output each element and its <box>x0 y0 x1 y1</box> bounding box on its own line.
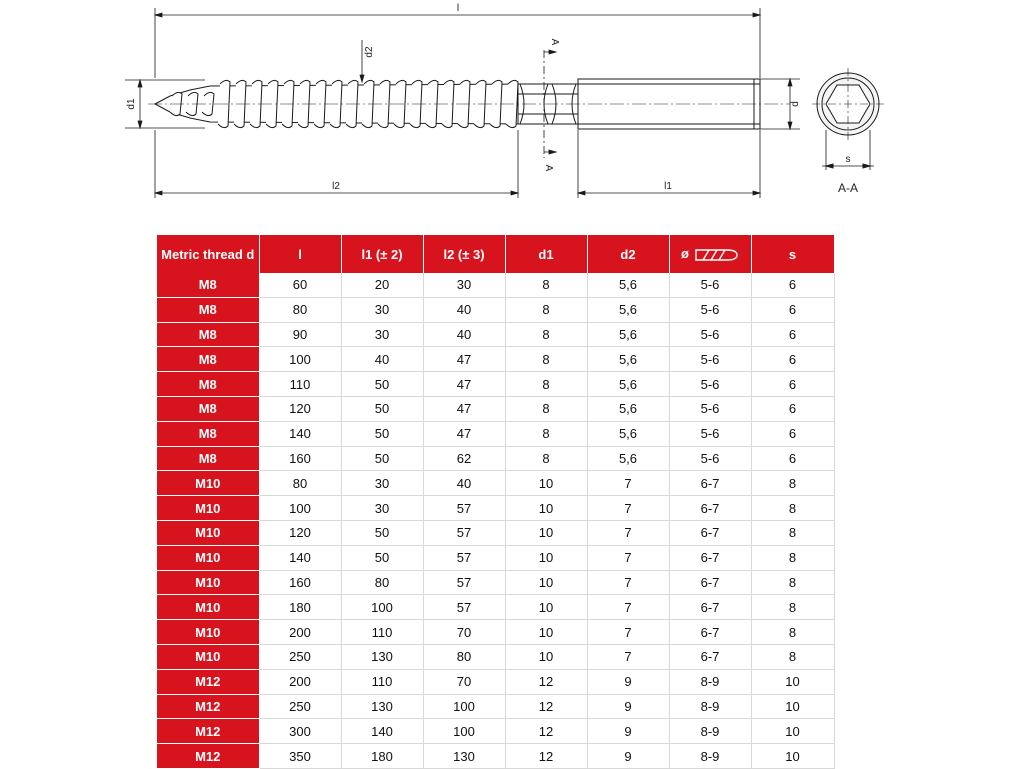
value-cell: 5,6 <box>587 446 669 471</box>
value-cell: 5-6 <box>669 396 751 421</box>
value-cell: 180 <box>341 744 423 769</box>
table-row <box>157 446 834 471</box>
value-cell: 50 <box>341 396 423 421</box>
value-cell: 8 <box>505 396 587 421</box>
value-cell: 8 <box>751 620 834 645</box>
value-cell: 6 <box>751 421 834 446</box>
table-row <box>157 273 834 297</box>
section-marker-top: A <box>549 38 560 46</box>
value-cell: 40 <box>423 297 505 322</box>
value-cell: 9 <box>587 694 669 719</box>
value-cell: 5,6 <box>587 372 669 397</box>
header-s: s <box>751 235 834 273</box>
dimension-l <box>155 8 760 78</box>
value-cell: 10 <box>505 620 587 645</box>
table-row <box>157 396 834 421</box>
value-cell: 9 <box>587 719 669 744</box>
value-cell: 7 <box>587 595 669 620</box>
value-cell: 5,6 <box>587 273 669 297</box>
value-cell: 12 <box>505 719 587 744</box>
value-cell: 6 <box>751 322 834 347</box>
value-cell: 57 <box>423 520 505 545</box>
value-cell: 8 <box>751 595 834 620</box>
table-row <box>157 322 834 347</box>
value-cell: 57 <box>423 595 505 620</box>
header-drill-label: ø <box>681 246 689 262</box>
value-cell: 7 <box>587 471 669 496</box>
value-cell: 12 <box>505 669 587 694</box>
value-cell: 6 <box>751 347 834 372</box>
table-header-row <box>157 235 834 273</box>
value-cell: 140 <box>259 421 341 446</box>
value-cell: 300 <box>259 719 341 744</box>
value-cell: 30 <box>423 273 505 297</box>
value-cell: 8 <box>505 421 587 446</box>
value-cell: 7 <box>587 644 669 669</box>
value-cell: 20 <box>341 273 423 297</box>
drill-bit-icon <box>695 248 739 262</box>
value-cell: 7 <box>587 570 669 595</box>
value-cell: 8-9 <box>669 744 751 769</box>
value-cell: 6-7 <box>669 520 751 545</box>
value-cell: 100 <box>259 496 341 521</box>
value-cell: 8 <box>751 644 834 669</box>
value-cell: 10 <box>751 694 834 719</box>
value-cell: 47 <box>423 347 505 372</box>
table-row <box>157 570 834 595</box>
value-cell: 7 <box>587 520 669 545</box>
value-cell: 62 <box>423 446 505 471</box>
value-cell: 130 <box>341 644 423 669</box>
value-cell: 50 <box>341 520 423 545</box>
thread-size-cell: M8 <box>157 322 259 347</box>
screw-drawing-svg <box>0 0 1024 215</box>
value-cell: 200 <box>259 669 341 694</box>
table-row <box>157 347 834 372</box>
value-cell: 12 <box>505 694 587 719</box>
value-cell: 8-9 <box>669 694 751 719</box>
value-cell: 5-6 <box>669 273 751 297</box>
value-cell: 10 <box>751 744 834 769</box>
thread-size-cell: M10 <box>157 496 259 521</box>
value-cell: 8 <box>751 496 834 521</box>
dim-label-l1: l1 <box>664 181 672 192</box>
value-cell: 6-7 <box>669 545 751 570</box>
value-cell: 8 <box>505 297 587 322</box>
value-cell: 8-9 <box>669 669 751 694</box>
value-cell: 70 <box>423 620 505 645</box>
table-row <box>157 372 834 397</box>
thread-size-cell: M8 <box>157 273 259 297</box>
section-marker-bottom: A <box>543 164 554 172</box>
thread-size-cell: M12 <box>157 669 259 694</box>
value-cell: 7 <box>587 620 669 645</box>
thread-size-cell: M8 <box>157 372 259 397</box>
value-cell: 90 <box>259 322 341 347</box>
value-cell: 5-6 <box>669 421 751 446</box>
value-cell: 110 <box>341 669 423 694</box>
specification-table <box>157 235 835 769</box>
thread-size-cell: M8 <box>157 347 259 372</box>
technical-drawing <box>0 0 1024 215</box>
value-cell: 160 <box>259 570 341 595</box>
value-cell: 10 <box>505 570 587 595</box>
value-cell: 8 <box>505 372 587 397</box>
value-cell: 80 <box>341 570 423 595</box>
value-cell: 6-7 <box>669 595 751 620</box>
value-cell: 57 <box>423 496 505 521</box>
value-cell: 80 <box>259 471 341 496</box>
value-cell: 30 <box>341 471 423 496</box>
value-cell: 57 <box>423 545 505 570</box>
thread-size-cell: M12 <box>157 719 259 744</box>
value-cell: 6-7 <box>669 644 751 669</box>
value-cell: 6-7 <box>669 570 751 595</box>
table-row <box>157 669 834 694</box>
value-cell: 100 <box>423 719 505 744</box>
dim-label-l2: l2 <box>332 181 340 192</box>
dim-label-d2: d2 <box>364 46 375 58</box>
header-d2: d2 <box>587 235 669 273</box>
value-cell: 120 <box>259 520 341 545</box>
value-cell: 180 <box>259 595 341 620</box>
value-cell: 250 <box>259 694 341 719</box>
table-row <box>157 595 834 620</box>
value-cell: 80 <box>423 644 505 669</box>
value-cell: 8 <box>505 322 587 347</box>
thread-size-cell: M10 <box>157 570 259 595</box>
thread-size-cell: M8 <box>157 421 259 446</box>
value-cell: 8 <box>751 545 834 570</box>
value-cell: 9 <box>587 744 669 769</box>
value-cell: 10 <box>505 644 587 669</box>
value-cell: 6 <box>751 297 834 322</box>
value-cell: 7 <box>587 545 669 570</box>
table-row <box>157 421 834 446</box>
value-cell: 8 <box>751 570 834 595</box>
value-cell: 5,6 <box>587 322 669 347</box>
table-row <box>157 496 834 521</box>
thread-size-cell: M10 <box>157 545 259 570</box>
value-cell: 6-7 <box>669 620 751 645</box>
value-cell: 6 <box>751 446 834 471</box>
value-cell: 140 <box>341 719 423 744</box>
dim-label-l: l <box>456 3 460 14</box>
value-cell: 10 <box>505 471 587 496</box>
value-cell: 7 <box>587 496 669 521</box>
value-cell: 47 <box>423 421 505 446</box>
value-cell: 110 <box>341 620 423 645</box>
dimension-d2 <box>360 40 364 82</box>
value-cell: 40 <box>423 471 505 496</box>
table-row <box>157 694 834 719</box>
value-cell: 30 <box>341 496 423 521</box>
value-cell: 100 <box>259 347 341 372</box>
dim-label-s: s <box>845 154 851 165</box>
value-cell: 5,6 <box>587 347 669 372</box>
value-cell: 6 <box>751 273 834 297</box>
value-cell: 47 <box>423 396 505 421</box>
thread-size-cell: M8 <box>157 446 259 471</box>
section-caption: A-A <box>837 181 859 195</box>
value-cell: 8 <box>505 446 587 471</box>
value-cell: 6-7 <box>669 496 751 521</box>
value-cell: 70 <box>423 669 505 694</box>
value-cell: 40 <box>423 322 505 347</box>
value-cell: 5-6 <box>669 322 751 347</box>
value-cell: 8 <box>505 347 587 372</box>
value-cell: 10 <box>505 545 587 570</box>
header-drill-diameter <box>669 235 751 273</box>
value-cell: 130 <box>341 694 423 719</box>
value-cell: 47 <box>423 372 505 397</box>
value-cell: 50 <box>341 545 423 570</box>
value-cell: 250 <box>259 644 341 669</box>
thread-size-cell: M10 <box>157 620 259 645</box>
value-cell: 5-6 <box>669 347 751 372</box>
header-l1: l1 (± 2) <box>341 235 423 273</box>
value-cell: 10 <box>505 496 587 521</box>
value-cell: 120 <box>259 396 341 421</box>
value-cell: 160 <box>259 446 341 471</box>
thread-size-cell: M10 <box>157 595 259 620</box>
value-cell: 12 <box>505 744 587 769</box>
value-cell: 10 <box>751 669 834 694</box>
table-body <box>157 273 834 768</box>
value-cell: 350 <box>259 744 341 769</box>
dim-label-d1: d1 <box>126 98 137 110</box>
value-cell: 110 <box>259 372 341 397</box>
table-row <box>157 644 834 669</box>
value-cell: 10 <box>505 595 587 620</box>
value-cell: 5,6 <box>587 421 669 446</box>
table-row <box>157 520 834 545</box>
header-metric-thread: Metric thread d <box>157 235 259 273</box>
value-cell: 5,6 <box>587 396 669 421</box>
value-cell: 8 <box>751 520 834 545</box>
value-cell: 100 <box>423 694 505 719</box>
value-cell: 80 <box>259 297 341 322</box>
table-row <box>157 545 834 570</box>
thread-size-cell: M12 <box>157 694 259 719</box>
value-cell: 30 <box>341 297 423 322</box>
value-cell: 50 <box>341 421 423 446</box>
thread-size-cell: M10 <box>157 471 259 496</box>
value-cell: 60 <box>259 273 341 297</box>
value-cell: 10 <box>751 719 834 744</box>
value-cell: 140 <box>259 545 341 570</box>
dim-label-d: d <box>790 101 801 107</box>
value-cell: 8-9 <box>669 719 751 744</box>
value-cell: 40 <box>341 347 423 372</box>
value-cell: 6 <box>751 372 834 397</box>
thread-size-cell: M12 <box>157 744 259 769</box>
value-cell: 50 <box>341 372 423 397</box>
value-cell: 200 <box>259 620 341 645</box>
table-row <box>157 744 834 769</box>
thread-size-cell: M10 <box>157 520 259 545</box>
value-cell: 30 <box>341 322 423 347</box>
table-row <box>157 620 834 645</box>
value-cell: 6-7 <box>669 471 751 496</box>
value-cell: 10 <box>505 520 587 545</box>
header-l: l <box>259 235 341 273</box>
value-cell: 5-6 <box>669 446 751 471</box>
thread-size-cell: M8 <box>157 297 259 322</box>
value-cell: 50 <box>341 446 423 471</box>
value-cell: 5-6 <box>669 372 751 397</box>
value-cell: 5-6 <box>669 297 751 322</box>
value-cell: 8 <box>751 471 834 496</box>
value-cell: 100 <box>341 595 423 620</box>
header-l2: l2 (± 3) <box>423 235 505 273</box>
value-cell: 5,6 <box>587 297 669 322</box>
value-cell: 6 <box>751 396 834 421</box>
header-d1: d1 <box>505 235 587 273</box>
thread-size-cell: M8 <box>157 396 259 421</box>
value-cell: 9 <box>587 669 669 694</box>
thread-size-cell: M10 <box>157 644 259 669</box>
value-cell: 130 <box>423 744 505 769</box>
value-cell: 57 <box>423 570 505 595</box>
table-row <box>157 719 834 744</box>
value-cell: 8 <box>505 273 587 297</box>
table-row <box>157 471 834 496</box>
table-row <box>157 297 834 322</box>
